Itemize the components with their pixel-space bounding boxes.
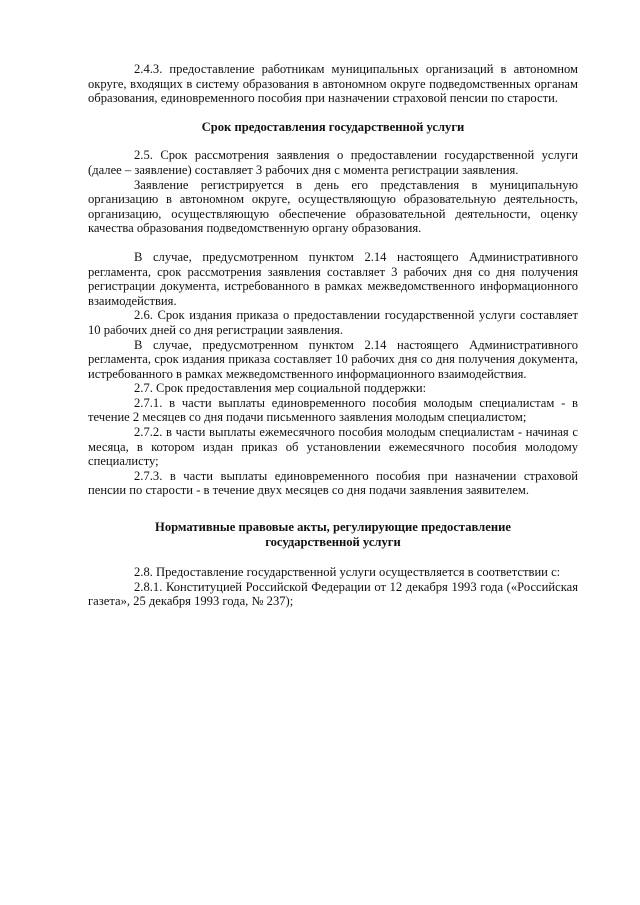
paragraph-case-order: В случае, предусмотренном пунктом 2.14 настоящего Административного регламента, срок издания приказа составляет 10 рабочих дня со дня получения документа, истребованного в рамках межведомственного информационного взаимодействия. — [88, 337, 578, 381]
document-page — [88, 62, 578, 609]
paragraph-case-review: В случае, предусмотренном пунктом 2.14 настоящего Административного регламента, срок рассмотрения заявления составляет 3 рабочих дня со дня получения регистрации документа, истребованного в рамках межведомственного информационного взаимодействия. — [88, 249, 578, 308]
paragraph-2-7-3: 2.7.3. в части выплаты единовременного пособия при назначении страховой пенсии по старости - в течение двух месяцев со дня подачи заявления заявителем. — [88, 468, 578, 498]
paragraph-2-8-1: 2.8.1. Конституцией Российской Федерации от 12 декабря 1993 года («Российская газета», 25 декабря 1993 года, № 237); — [88, 579, 578, 609]
paragraph-2-6: 2.6. Срок издания приказа о предоставлении государственной услуги составляет 10 рабочих дней со дня регистрации заявления. — [88, 308, 578, 337]
paragraph-2-7: 2.7. Срок предоставления мер социальной поддержки: — [134, 381, 427, 396]
paragraph-2-4-3: 2.4.3. предоставление работникам муниципальных организаций в автономном округе, входящих в систему образования в автономном округе подведомственных органам образования, единовременного пособия при назначении страховой пенсии по старости. — [88, 62, 578, 106]
paragraph-2-7-1: 2.7.1. в части выплаты единовременного пособия молодым специалистам - в течение 2 месяцев со дня подачи письменного заявления молодым специалистом; — [88, 395, 578, 425]
heading-legal-acts-line1: Нормативные правовые акты, регулирующие предоставление — [155, 520, 511, 535]
paragraph-2-7-2: 2.7.2. в части выплаты ежемесячного пособия молодым специалистам - начиная с месяца, в котором издан приказ об установлении ежемесячного пособия молодому специалисту; — [88, 425, 578, 469]
heading-service-term: Срок предоставления государственной услуги — [201, 119, 465, 134]
heading-legal-acts-line2: государственной услуги — [265, 534, 401, 549]
paragraph-2-5: 2.5. Срок рассмотрения заявления о предоставлении государственной услуги (далее – заявление) составляет 3 рабочих дня с момента регистрации заявления. — [88, 148, 578, 177]
paragraph-2-8: 2.8. Предоставление государственной услуги осуществляется в соответствии с: — [134, 565, 561, 580]
heading-legal-acts — [88, 520, 578, 549]
paragraph-registration: Заявление регистрируется в день его представления в муниципальную организацию в автономном округе, осуществляющую образовательную деятельность, организацию, осуществляющую обеспечение образовательной деятельности, оценку качества образования подведомственную органу образования. — [88, 177, 578, 236]
